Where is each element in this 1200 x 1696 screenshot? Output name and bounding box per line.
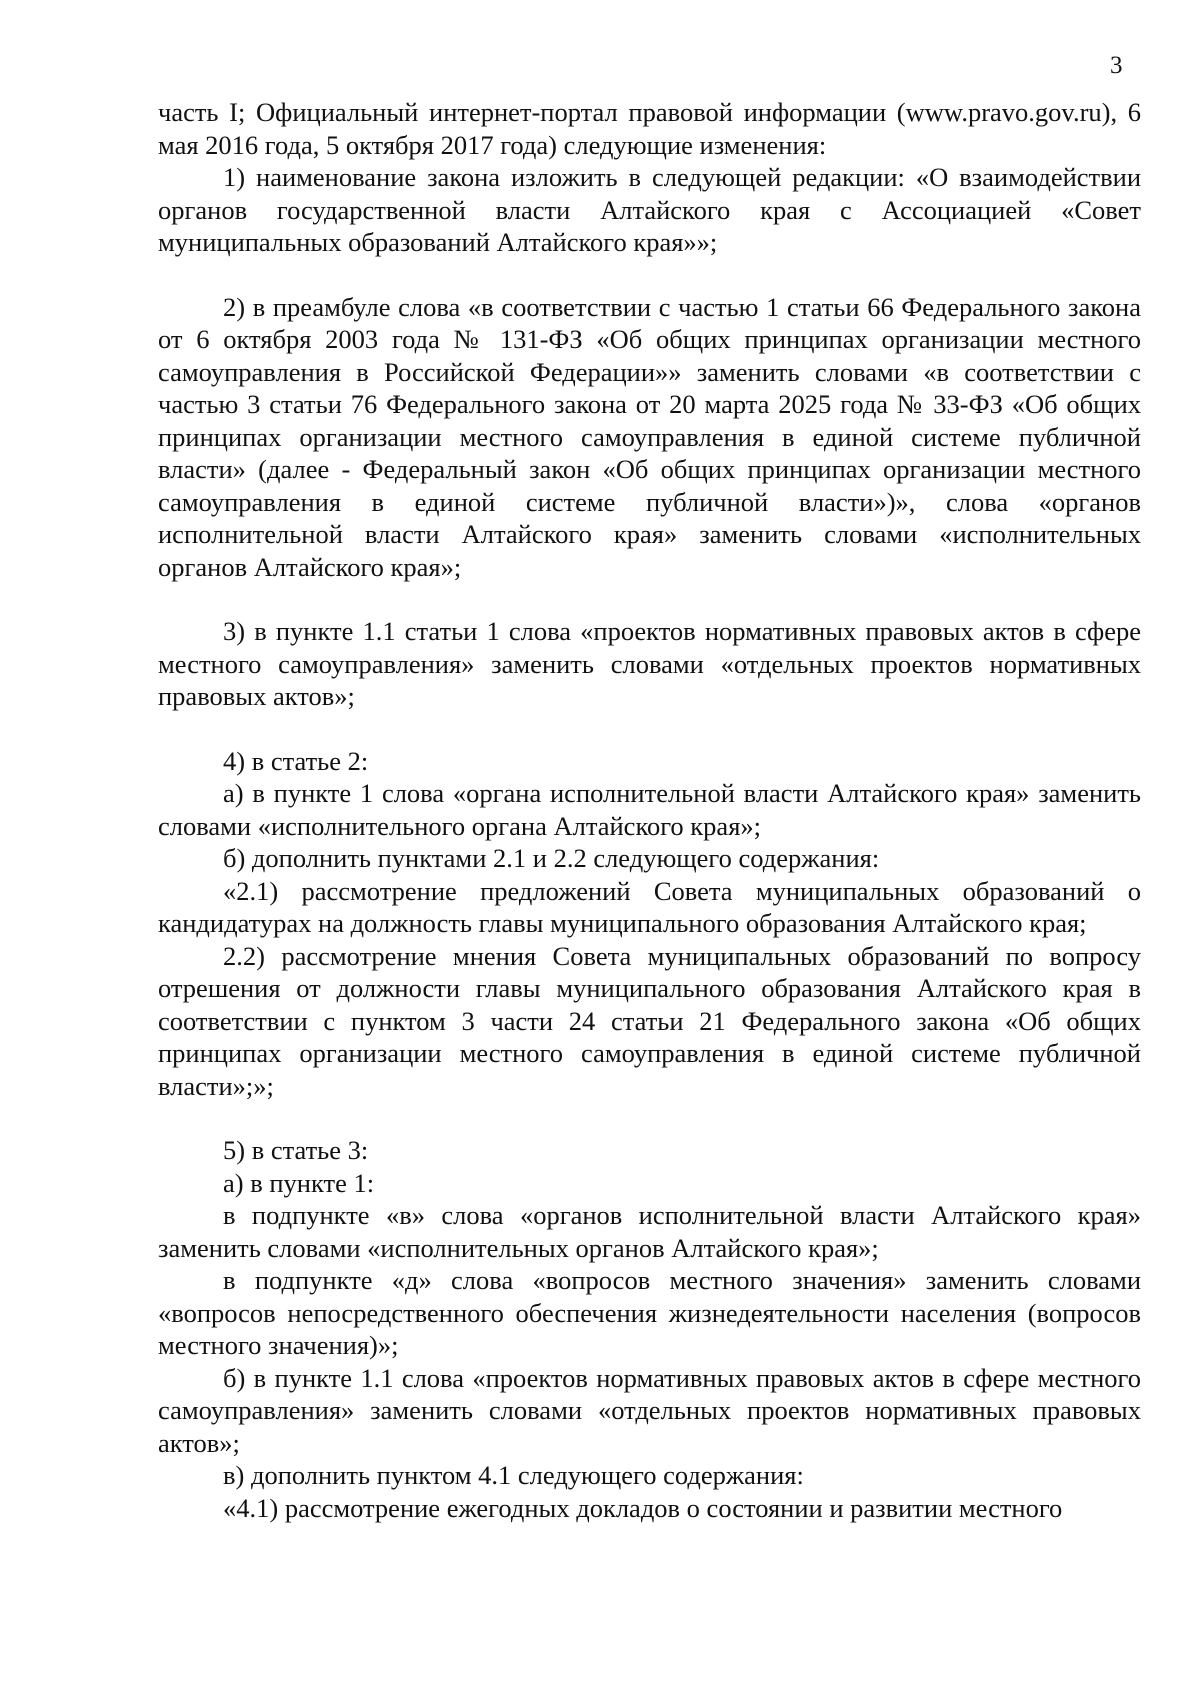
paragraph-item-3: 3) в пункте 1.1 статьи 1 слова «проектов нормативных правовых актов в сфере местного самоуправления» заменить словами «отдельных проектов нормативных правовых актов»; (158, 616, 1141, 711)
paragraph-item-4b: б) дополнить пунктами 2.1 и 2.2 следующего содержания: (223, 843, 880, 873)
document-body (158, 96, 1141, 1524)
paragraph-item-5: 5) в статье 3: (223, 1135, 369, 1165)
paragraph-gap (158, 583, 1141, 615)
paragraph-item-5b: б) в пункте 1.1 слова «проектов нормативных правовых актов в сфере местного самоуправления» заменить словами «отдельных проектов нормативных правовых актов»; (158, 1362, 1141, 1458)
paragraph-item-4: 4) в статье 2: (223, 745, 369, 776)
paragraph-gap (158, 713, 1141, 745)
paragraph-gap (158, 259, 1141, 291)
paragraph-intro: часть I; Официальный интернет-портал правовой информации (www.pravo.gov.ru), 6 мая 2016 года, 5 октября 2017 года) следующие изменения: (158, 97, 1141, 160)
paragraph-item-4b-2-1: «2.1) рассмотрение предложений Совета муниципальных образований о кандидатурах на должность главы муниципального образования Алтайского края; (158, 875, 1141, 938)
paragraph-item-2: 2) в преамбуле слова «в соответствии с частью 1 статьи 66 Федерального закона от 6 октября 2003 года № 131-ФЗ «Об общих принципах организации местного самоуправления в Российской Федерации»» заменить словами «в соответствии с частью 3 статьи 76 Федерального закона от 20 марта 2025 года № 33-ФЗ «Об общих принципах организации местного самоуправления в единой системе публичной власти» (далее - Федеральный закон «Об общих принципах организации местного самоуправления в единой системе публичной власти»)», слова «органов исполнительной власти Алтайского края» заменить словами «исполнительных органов Алтайского края»; (158, 291, 1141, 582)
paragraph-item-5a-v: в подпункте «в» слова «органов исполнительной власти Алтайского края» заменить словами «исполнительных органов Алтайского края»; (158, 1200, 1141, 1263)
paragraph-item-5c-4-1: «4.1) рассмотрение ежегодных докладов о состоянии и развитии местного (223, 1492, 1063, 1523)
paragraph-item-5a: а) в пункте 1: (223, 1167, 375, 1198)
paragraph-item-4a: а) в пункте 1 слова «органа исполнительной власти Алтайского края» заменить словами «исполнительного органа Алтайского края»; (158, 778, 1141, 841)
paragraph-item-5c: в) дополнить пунктом 4.1 следующего содержания: (223, 1460, 804, 1490)
paragraph-item-1: 1) наименование закона изложить в следующей редакции: «О взаимодействии органов государственной власти Алтайского края с Ассоциацией «Совет муниципальных образований Алтайского края»»; (158, 162, 1141, 257)
paragraph-gap (158, 1102, 1141, 1134)
page-number: 3 (1110, 52, 1123, 79)
paragraph-item-5a-d: в подпункте «д» слова «вопросов местного значения» заменить словами «вопросов непосредственного обеспечения жизнедеятельности населения (вопросов местного значения)»; (158, 1265, 1141, 1360)
paragraph-item-4b-2-2: 2.2) рассмотрение мнения Совета муниципальных образований по вопросу отрешения от должности главы муниципального образования Алтайского края в соответствии с пунктом 3 части 24 статьи 21 Федерального закона «Об общих принципах организации местного самоуправления в единой системе публичной власти»;»; (158, 940, 1141, 1101)
